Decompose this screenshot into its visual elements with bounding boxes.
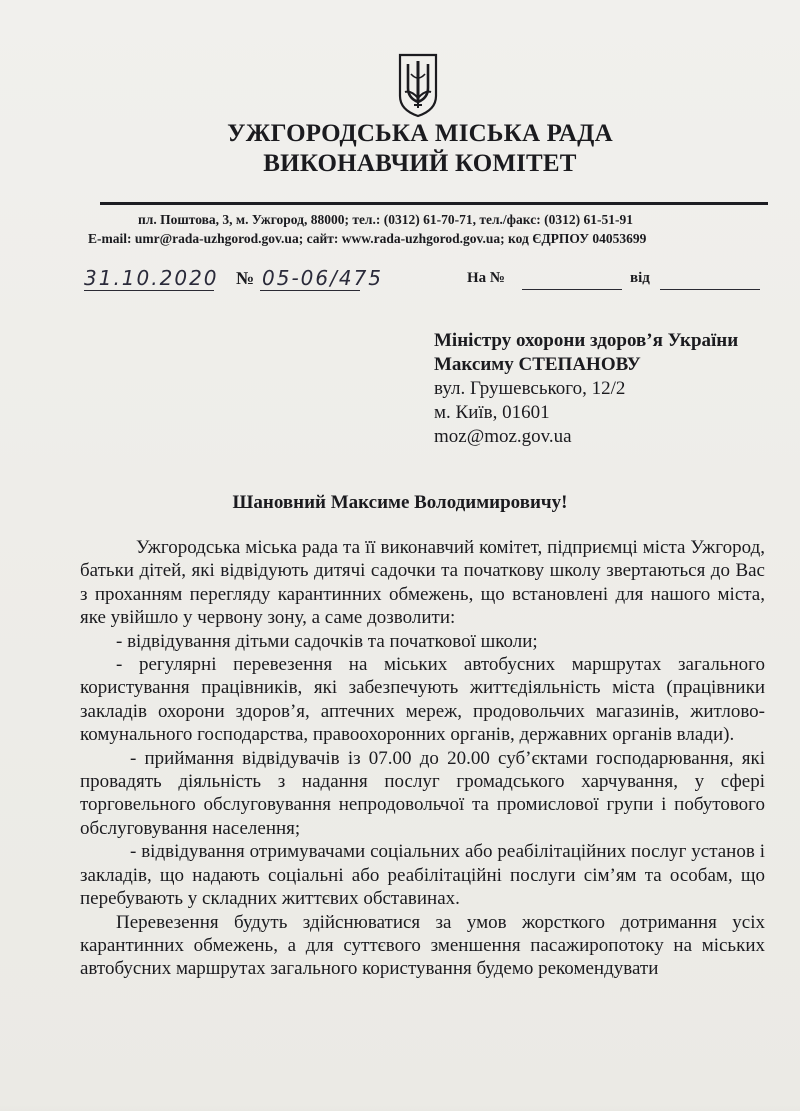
addressee-block xyxy=(434,329,738,449)
number-underline xyxy=(260,290,360,291)
addressee-email: moz@moz.gov.ua xyxy=(434,426,572,447)
letter-body xyxy=(80,536,765,981)
addressee-position: Міністру охорони здоров’я України xyxy=(434,330,739,351)
organization-subtitle: ВИКОНАВЧИЙ КОМІТЕТ xyxy=(263,150,577,177)
addressee-name: Максиму СТЕПАНОВУ xyxy=(434,354,641,375)
registration-number: 05-06/475 xyxy=(262,266,384,290)
reference-date-label: від xyxy=(630,270,650,286)
page-bottom-edge xyxy=(0,1105,800,1111)
body-item-social-services: - відвідування отримувачами соціальних або реабілітаційних послуг установ і закладів, що надають соціальні або реабілітаційні послуги сім’ям та особам, що перебувають у складних життєвих обставинах. xyxy=(80,841,765,910)
body-paragraph-transport-conditions: Перевезення будуть здійснюватися за умов жорсткого дотримання усіх карантинних обмежень, а для суттєвого зменшення пасажиропотоку на міських автобусних маршрутах загального користування будемо рекомендувати xyxy=(80,911,765,980)
salutation: Шановний Максиме Володимировичу! xyxy=(232,492,568,513)
header-divider xyxy=(100,202,768,205)
trident-coat-of-arms-icon xyxy=(397,52,439,118)
registration-number-sign: № xyxy=(236,268,255,288)
reference-number-blank xyxy=(522,289,622,290)
body-item-visitors: - приймання відвідувачів із 07.00 до 20.00 суб’єктами господарювання, які провадять діяльність з надання послуг громадського харчування, у сфері торговельного обслуговування непродовольчої та промислової групи і побутового обслуговування населення; xyxy=(80,747,765,839)
addressee-street: вул. Грушевського, 12/2 xyxy=(434,378,626,399)
contact-email-site-code: E-mail: umr@rada-uzhgorod.gov.ua; сайт: www.rada-uzhgorod.gov.ua; код ЄДРПОУ 04053699 xyxy=(88,231,647,246)
body-item-kindergartens: - відвідування дітьми садочків та початкової школи; xyxy=(116,630,538,652)
body-paragraph-intro: Ужгородська міська рада та її виконавчий комітет, підприємці міста Ужгород, батьки дітей, які відвідують дитячі садочки та початкову школу звертаються до Вас з проханням перегляду карантинних обмежень, що встановлені для нашого міста, яке увійшло у червону зону, а саме дозволити: xyxy=(80,537,765,629)
date-underline xyxy=(84,290,214,291)
reference-date-blank xyxy=(660,289,760,290)
addressee-city: м. Київ, 01601 xyxy=(434,402,550,423)
registration-date: 31.10.2020 xyxy=(84,266,219,290)
organization-name: УЖГОРОДСЬКА МІСЬКА РАДА xyxy=(227,120,613,147)
body-item-transport: - регулярні перевезення на міських автобусних маршрутах загального користування працівників, які забезпечують життєдіяльність міста (працівники закладів охорони здоров’я, аптечних мереж, продовольчих магазинів, житлово-комунального господарства, правоохоронних органів, державних органів влади). xyxy=(80,654,765,746)
contact-address-phones: пл. Поштова, 3, м. Ужгород, 88000; тел.: (0312) 61-70-71, тел./факс: (0312) 61-51-91 xyxy=(138,212,633,227)
reference-number-label: На № xyxy=(467,270,505,286)
